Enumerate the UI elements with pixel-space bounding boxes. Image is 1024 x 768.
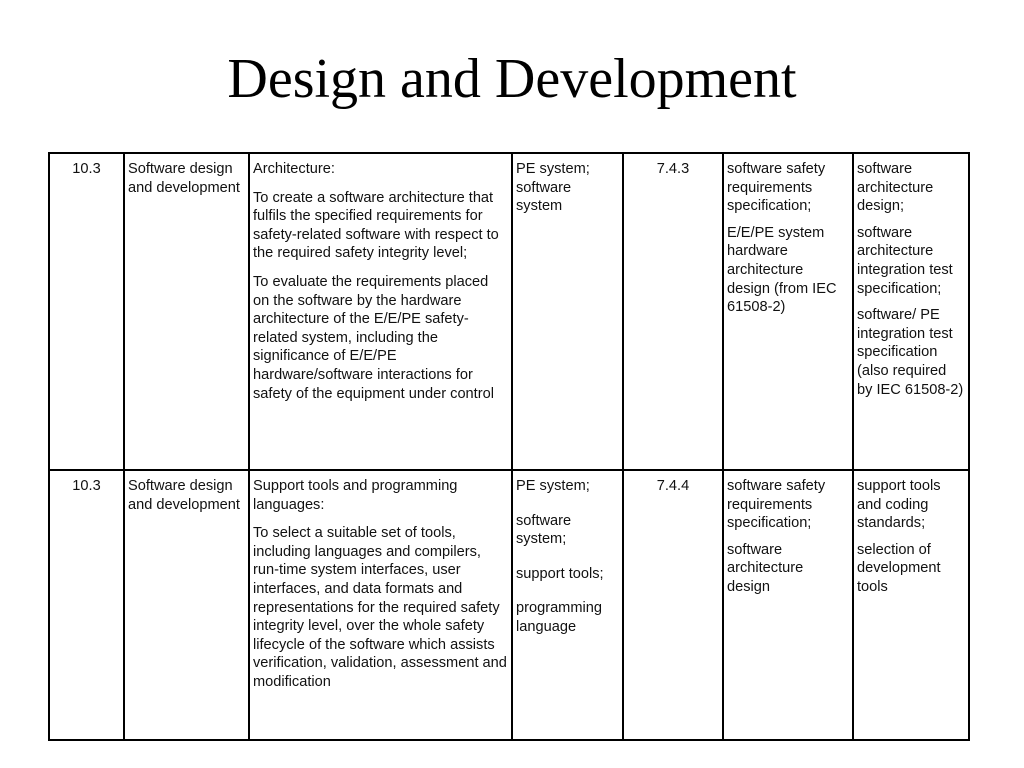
output-item: support tools and coding standards; xyxy=(857,478,941,532)
outputs-cell xyxy=(853,153,969,470)
input-item: software architecture design xyxy=(727,541,804,595)
requirements-subclause-cell: 7.4.3 xyxy=(623,153,723,470)
slide-title: Design and Development xyxy=(227,48,797,110)
clause-cell: 10.3 xyxy=(49,470,124,740)
objective-text: To evaluate the requirements placed on the software by the hardware architecture of the E/E/PE safety-related system, including the significance of E/E/PE hardware/software interactions for safety of the equipment under control xyxy=(253,273,494,402)
input-item: E/E/PE system hardware architecture design (from IEC 61508-2) xyxy=(727,224,837,316)
scope-item: programming language xyxy=(516,600,602,635)
scope-cell xyxy=(512,153,623,470)
objective-heading: Support tools and programming languages: xyxy=(253,478,458,513)
table-row xyxy=(49,470,969,740)
phase-cell: Software design and development xyxy=(124,153,249,470)
inputs-cell xyxy=(723,470,853,740)
phase-cell: Software design and development xyxy=(124,470,249,740)
scope-item: support tools; xyxy=(516,565,604,582)
output-item: selection of development tools xyxy=(857,541,941,595)
scope-item: software system; xyxy=(516,512,572,548)
objective-heading: Architecture: xyxy=(253,161,335,177)
outputs-cell xyxy=(853,470,969,740)
scope-cell xyxy=(512,470,623,740)
lifecycle-requirements-table xyxy=(48,152,970,741)
input-item: software safety requirements specification; xyxy=(727,478,826,532)
scope-item: PE system; software system xyxy=(516,161,590,215)
inputs-cell xyxy=(723,153,853,470)
objective-text: To create a software architecture that fulfils the specified requirements for safety-related software with respect to the required safety integrity level; xyxy=(253,189,499,262)
clause-cell: 10.3 xyxy=(49,153,124,470)
input-item: software safety requirements specification; xyxy=(727,161,826,215)
objectives-cell xyxy=(249,470,512,740)
table-row xyxy=(49,153,969,470)
requirements-subclause-cell: 7.4.4 xyxy=(623,470,723,740)
output-item: software architecture integration test specification; xyxy=(857,224,953,297)
output-item: software architecture design; xyxy=(857,161,934,215)
output-item: software/ PE integration test specification (also required by IEC 61508-2) xyxy=(857,307,964,398)
objectives-cell xyxy=(249,153,512,470)
objective-text: To select a suitable set of tools, including languages and compilers, run-time system interfaces, user interfaces, and data formats and representations for the required safety integrity level, over the whole safety lifecycle of the software which assists verification, validation, assessment and modification xyxy=(253,525,507,690)
scope-item: PE system; xyxy=(516,478,590,494)
